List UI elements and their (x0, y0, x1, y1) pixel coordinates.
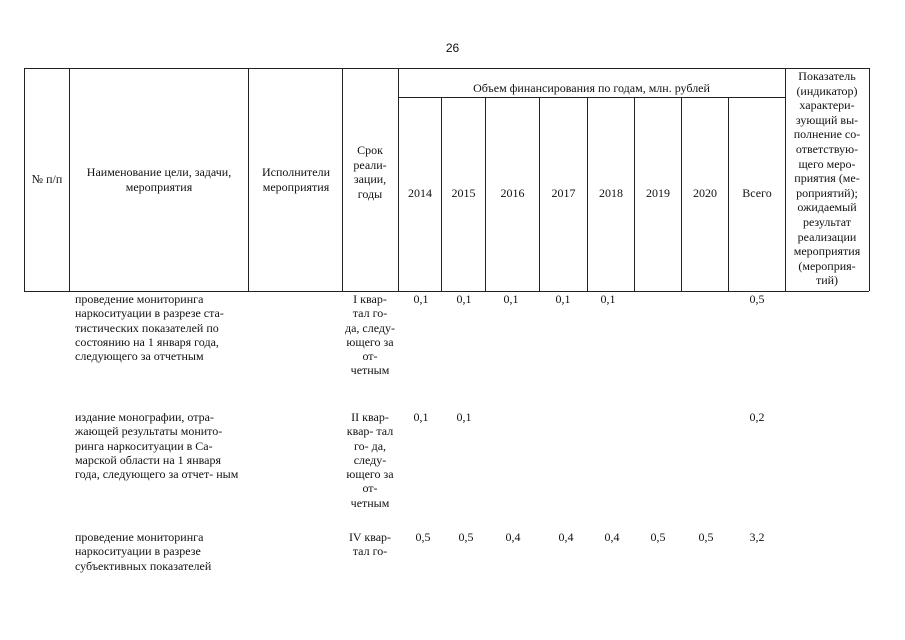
header-funding: Объем финансирования по годам, млн. рублей (473, 81, 710, 95)
row-1-total: 0,5 (749, 292, 765, 306)
header-executors: Исполнители мероприятия (261, 165, 331, 194)
header-year-2020: 2020 (693, 186, 717, 200)
header-year-2016: 2016 (500, 186, 525, 200)
row-2-name: издание монографии, отра- жающей результаты монито- ринга наркоситуации в Са- марской области на 1 января года, следующего за отчет- ным (75, 410, 239, 482)
header-year-2017: 2017 (551, 186, 576, 200)
row-3-total: 3,2 (749, 530, 765, 544)
header-year-2014: 2014 (408, 186, 432, 200)
header-name: Наименование цели, задачи, мероприятия (86, 165, 232, 194)
header-year-2019: 2019 (646, 186, 670, 200)
row-2-total: 0,2 (749, 410, 765, 424)
row-2-value-2014: 0,1 (413, 410, 429, 424)
row-3-value-2018: 0,4 (604, 530, 620, 544)
row-1-value-2016: 0,1 (503, 292, 519, 306)
header-year-2018: 2018 (599, 186, 623, 200)
row-3-value-2014: 0,5 (415, 530, 431, 544)
row-3-value-2019: 0,5 (650, 530, 666, 544)
header-indicator: Показатель (индикатор) характери- зующий вы- полнение со- ответствую- щего меро- приятия (ме- роприятий); ожидаемый результат реализации мероприятия (мероприя- тий) (793, 69, 861, 288)
row-2-value-2015: 0,1 (456, 410, 472, 424)
row-1-term: I квар- тал го- да, следу- ющего за от- четным (345, 292, 396, 378)
header-term: Срок реали- зации, годы (353, 143, 387, 201)
row-3-value-2017: 0,4 (558, 530, 574, 544)
header-number: № п/п (31, 172, 63, 186)
page-number: 26 (445, 41, 460, 55)
row-1-value-2018: 0,1 (600, 292, 616, 306)
row-1-value-2017: 0,1 (555, 292, 571, 306)
row-3-value-2015: 0,5 (458, 530, 474, 544)
header-year-2015: 2015 (451, 186, 476, 200)
row-2-term: II квар- квар- тал го- да, следу- ющего за от- четным (346, 410, 394, 510)
row-3-name: проведение мониторинга наркоситуации в разрезе субъективных показателей (75, 530, 212, 573)
header-total: Всего (742, 186, 772, 200)
row-1-value-2015: 0,1 (456, 292, 472, 306)
row-3-value-2020: 0,5 (698, 530, 714, 544)
row-1-name: проведение мониторинга наркоситуации в разрезе ста- тистических показателей по состоянию на 1 января года, следующего за отчетным (75, 292, 224, 364)
row-3-value-2016: 0,4 (505, 530, 521, 544)
row-1-value-2014: 0,1 (413, 292, 429, 306)
row-3-term: IV квар- тал го- (348, 530, 392, 559)
